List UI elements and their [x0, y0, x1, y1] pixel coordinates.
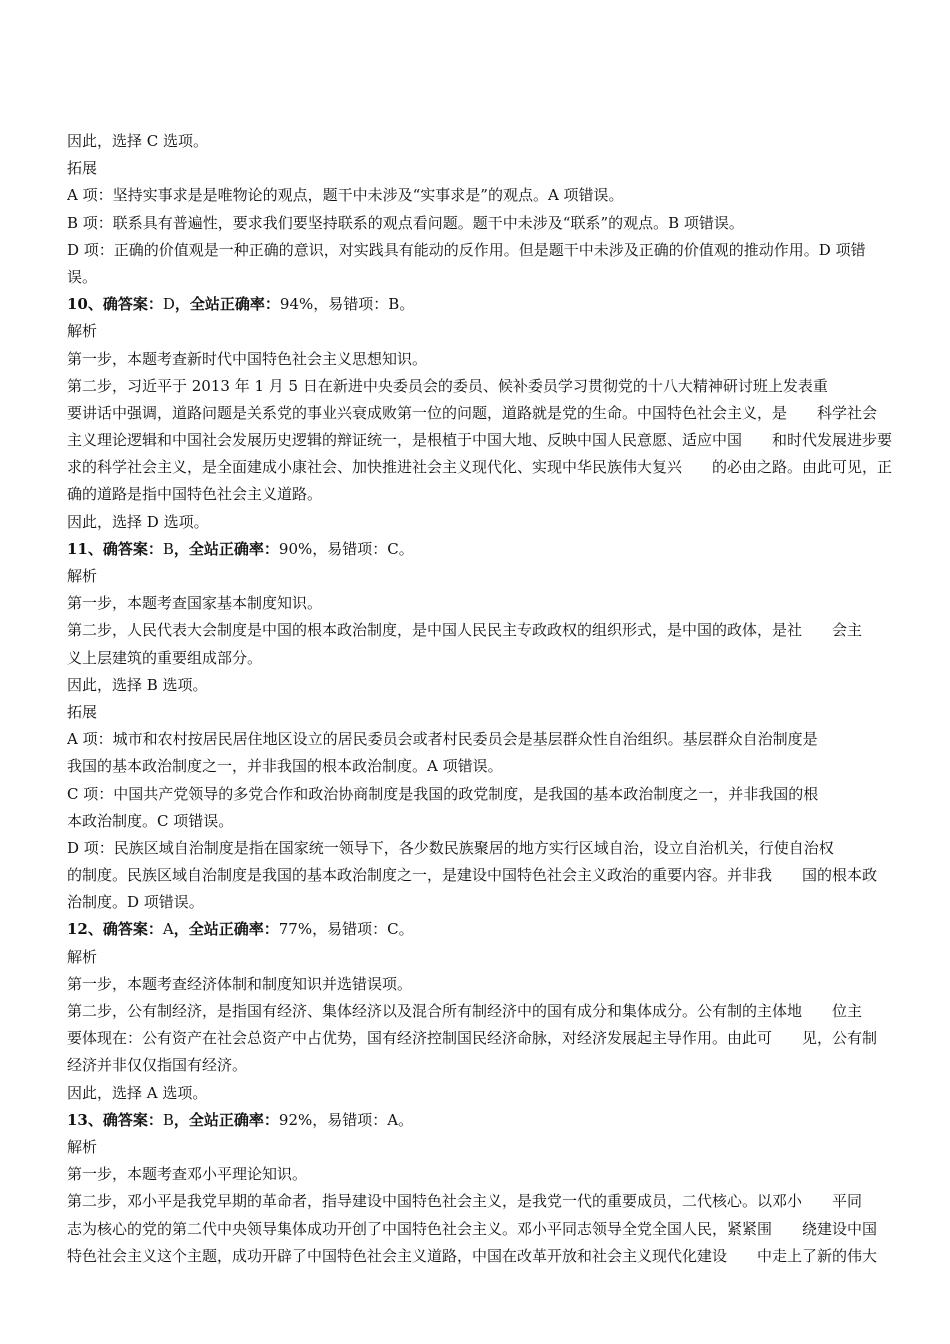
text-line: 志为核心的党的第二代中央领导集体成功开创了中国特色社会主义。邓小平同志领导全党全国人民，紧紧围 绕建设中国	[67, 1219, 878, 1238]
text-line: 因此，选择 D 选项。	[67, 512, 209, 531]
text-line: 义上层建筑的重要组成部分。	[67, 648, 263, 667]
section-heading: 解析	[67, 322, 98, 341]
text-line: 求的科学社会主义，是全面建成小康社会、加快推进社会主义现代化、实现中华民族伟大复兴 的必由之路。由此可见，正	[67, 458, 893, 477]
answer-value: B	[162, 539, 174, 558]
answer-value: D	[162, 295, 175, 314]
text-line: 的制度。民族区域自治制度是我国的基本政治制度之一，是建设中国特色社会主义政治的重要内容。并非我 国的根本政	[67, 866, 878, 885]
section-heading: 拓展	[67, 702, 98, 721]
text-line: 要体现在：公有资产在社会总资产中占优势，国有经济控制国民经济命脉，对经济发展起主导作用。由此可 见，公有制	[67, 1029, 878, 1048]
wrong-label: ，易错项：	[312, 539, 388, 558]
answer-end: 。	[398, 920, 414, 939]
wrong-label: ，易错项：	[313, 295, 389, 314]
rate-value: 94%	[279, 295, 314, 314]
text-line: 经济并非仅仅指国有经济。	[67, 1056, 248, 1075]
text-line: 误。	[67, 267, 98, 286]
text-line: A 项：城市和农村按居民居住地区设立的居民委员会或者村民委员会是基层群众性自治组织。基层群众自治制度是	[67, 730, 818, 749]
text-line: D 项：正确的价值观是一种正确的意识，对实践具有能动的反作用。但是题干中未涉及正确的价值观的推动作用。D 项错	[67, 240, 866, 259]
section-heading: 解析	[67, 1137, 98, 1156]
rate-label: ，全站正确率：	[173, 1110, 279, 1129]
text-line: A 项：坚持实事求是是唯物论的观点，题干中未涉及“实事求是”的观点。A 项错误。	[67, 186, 624, 205]
text-line: 第二步，邓小平是我党早期的革命者，指导建设中国特色社会主义，是我党一代的重要成员，二代核心。以邓小 平同	[67, 1192, 863, 1211]
answer-line-q12	[67, 916, 895, 943]
wrong-value: C	[387, 539, 399, 558]
section-heading: 拓展	[67, 159, 98, 178]
text-line: D 项：民族区域自治制度是指在国家统一领导下，各少数民族聚居的地方实行区域自治，设立自治机关，行使自治权	[67, 838, 834, 857]
rate-value: 90%	[278, 539, 313, 558]
wrong-value: A	[387, 1110, 399, 1129]
rate-label: ，全站正确率：	[174, 295, 280, 314]
text-line: 因此，选择 A 选项。	[67, 1083, 208, 1102]
section-heading: 解析	[67, 947, 98, 966]
wrong-value: C	[387, 920, 399, 939]
answer-end: 。	[398, 539, 414, 558]
text-line: 主义理论逻辑和中国社会发展历史逻辑的辩证统一，是根植于中国大地、反映中国人民意愿、适应中国 和时代发展进步要	[67, 431, 893, 450]
answer-line-q13	[67, 1107, 895, 1134]
answer-label: 10、确答案：	[67, 295, 163, 314]
text-line: 第一步，本题考查新时代中国特色社会主义思想知识。	[67, 349, 428, 368]
rate-value: 77%	[278, 920, 313, 939]
rate-label: ，全站正确率：	[173, 539, 279, 558]
rate-value: 92%	[278, 1110, 313, 1129]
wrong-label: ，易错项：	[312, 1110, 388, 1129]
answer-end: 。	[398, 1110, 414, 1129]
answer-end: 。	[399, 295, 415, 314]
text-line: 第二步，人民代表大会制度是中国的根本政治制度，是中国人民民主专政政权的组织形式，是中国的政体，是社 会主	[67, 621, 863, 640]
text-line: 治制度。D 项错误。	[67, 893, 204, 912]
text-line: 特色社会主义这个主题，成功开辟了中国特色社会主义道路，中国在改革开放和社会主义现代化建设 中走上了新的伟大	[67, 1246, 878, 1265]
wrong-label: ，易错项：	[312, 920, 388, 939]
text-line: 本政治制度。C 项错误。	[67, 811, 234, 830]
text-line: 因此，选择 B 选项。	[67, 675, 208, 694]
wrong-value: B	[388, 295, 400, 314]
text-line: 因此，选择 C 选项。	[67, 132, 209, 150]
text-line: 第二步，习近平于 2013 年 1 月 5 日在新进中央委员会的委员、候补委员学习贯彻党的十八大精神研讨班上发表重	[67, 376, 828, 395]
answer-line-q10	[67, 291, 895, 318]
answer-label: 12、确答案：	[67, 920, 163, 939]
section-heading: 解析	[67, 567, 98, 585]
text-line: 第一步，本题考查邓小平理论知识。	[67, 1165, 308, 1184]
text-line: B 项：联系具有普遍性，要求我们要坚持联系的观点看问题。题干中未涉及“联系”的观点。B 项错误。	[67, 213, 744, 232]
answer-value: B	[162, 1110, 174, 1129]
answer-label: 11、确答案：	[67, 539, 163, 558]
text-line: 第一步，本题考查经济体制和制度知识并选错误项。	[67, 974, 413, 993]
rate-label: ，全站正确率：	[173, 920, 279, 939]
answer-label: 13、确答案：	[67, 1110, 163, 1129]
answer-line-q11	[67, 536, 895, 563]
text-line: 要讲话中强调，道路问题是关系党的事业兴衰成败第一位的问题，道路就是党的生命。中国特色社会主义，是 科学社会	[67, 403, 878, 422]
text-line: 第二步，公有制经济，是指国有经济、集体经济以及混合所有制经济中的国有成分和集体成分。公有制的主体地 位主	[67, 1002, 863, 1020]
document-body	[67, 128, 895, 1270]
text-line: 确的道路是指中国特色社会主义道路。	[67, 485, 323, 504]
text-line: C 项：中国共产党领导的多党合作和政治协商制度是我国的政党制度，是我国的基本政治制度之一，并非我国的根	[67, 784, 819, 803]
text-line: 第一步，本题考查国家基本制度知识。	[67, 594, 323, 613]
text-line: 我国的基本政治制度之一，并非我国的根本政治制度。A 项错误。	[67, 757, 503, 776]
answer-value: A	[162, 920, 174, 939]
